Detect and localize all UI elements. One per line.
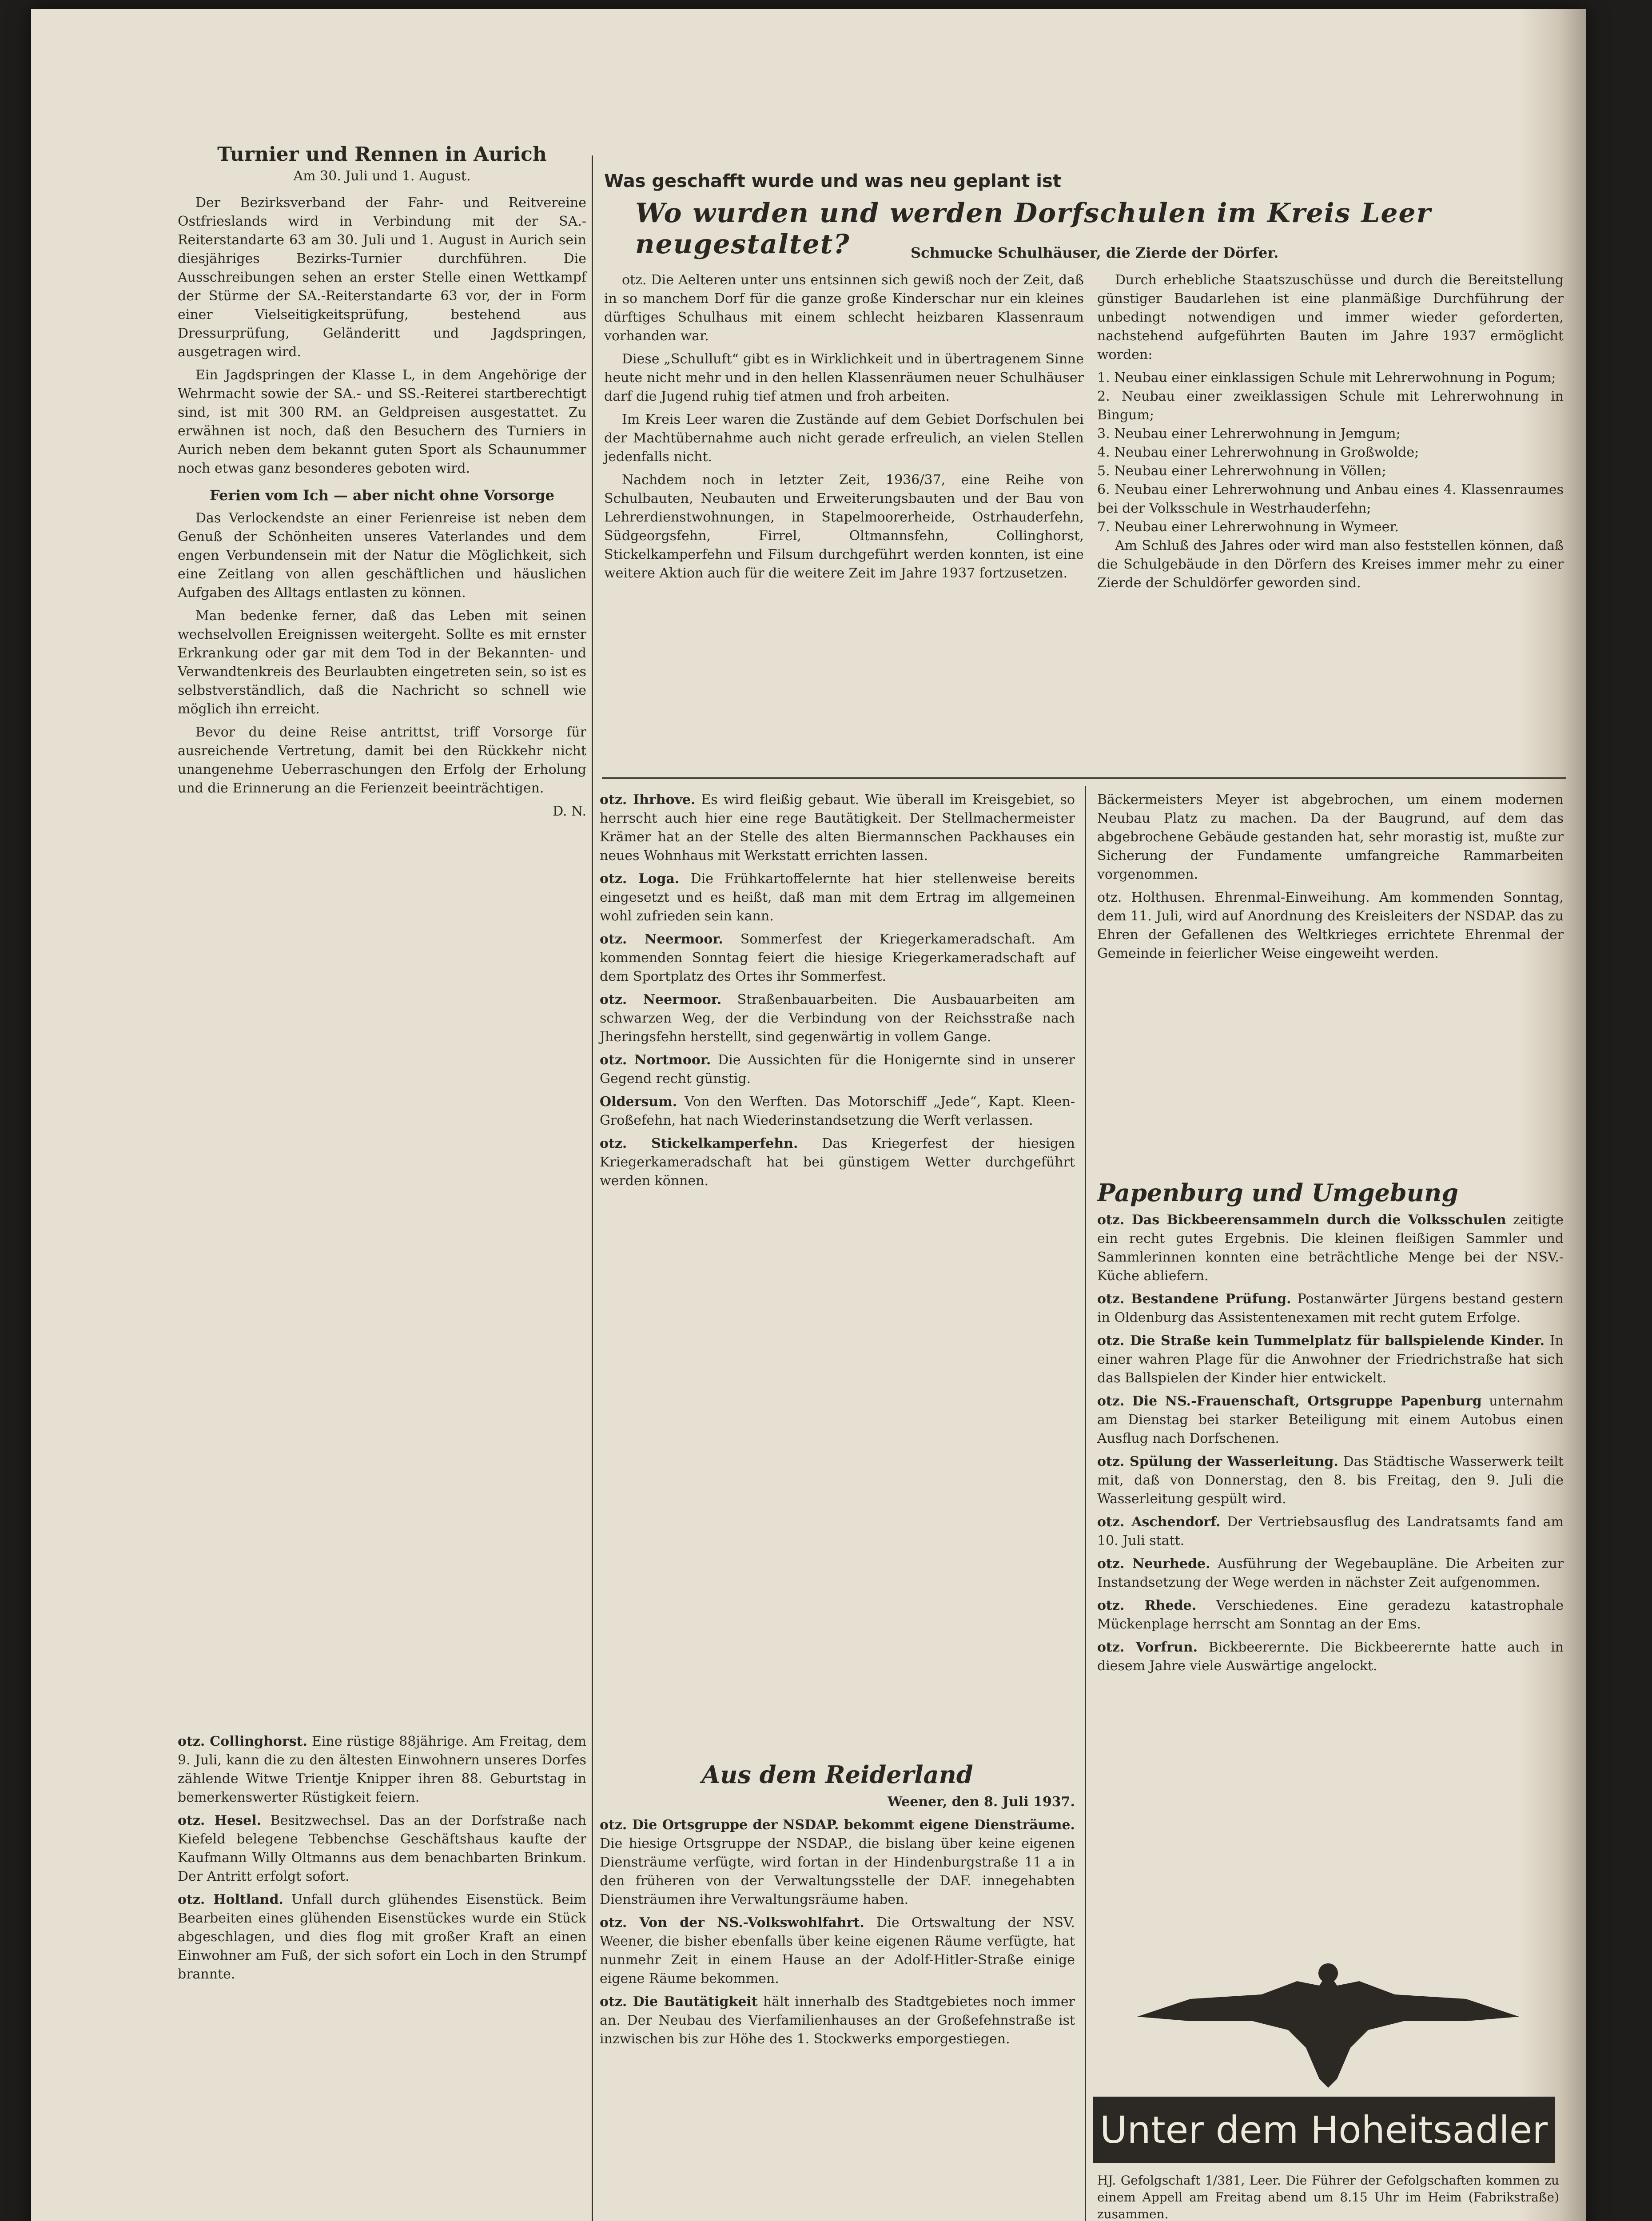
dateline: Weener, den 8. Juli 1937. bbox=[887, 1794, 1075, 1810]
news-place: otz. Vorfrun. bbox=[1097, 1640, 1198, 1655]
region-header: Papenburg und Umgebung bbox=[1097, 1178, 1459, 1207]
news-item bbox=[1097, 1596, 1564, 1634]
news-item bbox=[600, 1134, 1075, 1190]
article-title: Turnier und Rennen in Aurich bbox=[217, 143, 547, 166]
left-column bbox=[178, 142, 586, 821]
banner-footer: HJ. Gefolgschaft 1/381, Leer. Die Führer der Gefolgschaften kommen zu einem Appell am Freitag abend um 8.15 Uhr im Heim (Fabrikstraße) zusammen. bbox=[1097, 2173, 1559, 2221]
news-text: hält innerhalb des Stadtgebietes noch immer an. Der Neubau des Vierfamilienhauses an der Großefehnstraße ist inzwischen bis zur Höhe des 1. Stockwerks emporgestiegen. bbox=[600, 1994, 1075, 2047]
school-item: 3. Neubau einer Lehrerwohnung in Jemgum; bbox=[1097, 426, 1401, 442]
school-item: 4. Neubau einer Lehrerwohnung in Großwolde; bbox=[1097, 445, 1419, 460]
news-text: unternahm am Dienstag bei starker Beteiligung mit einem Autobus einen Ausflug nach Dorfschenen. bbox=[1097, 1393, 1564, 1446]
section-rule bbox=[602, 777, 1566, 779]
paragraph: otz. Die Aelteren unter uns entsinnen sich gewiß noch der Zeit, daß in so manchem Dorf für die ganze große Kinderschar nur ein kleines dürftiges Schulhaus mit einem schlecht heizbaren Klassenraum vorhanden war. bbox=[604, 272, 1084, 344]
news-place: otz. Aschendorf. bbox=[1097, 1514, 1221, 1530]
school-item: 2. Neubau einer zweiklassigen Schule mit Lehrerwohnung in Bingum; bbox=[1097, 389, 1564, 423]
news-place: otz. Neurhede. bbox=[1097, 1556, 1210, 1572]
paragraph: Nachdem noch in letzter Zeit, 1936/37, eine Reihe von Schulbauten, Neubauten und Erweiterungsbauten und der Bau von Lehrerdienstwohnungen, in Stapelmoorerheide, Ostrhauderfehn, Südgeorgsfehn, Firrel, Oltmannsfehn, Collinghorst, Stickelkamperfehn und Filsum durchgeführt werden konnten, ist eine weitere Aktion auch für die weitere Zeit im Jahre 1937 fortzusetzen. bbox=[604, 472, 1084, 581]
left-news bbox=[178, 1732, 586, 1988]
news-place: otz. Spülung der Wasserleitung. bbox=[1097, 1454, 1338, 1469]
news-text: Es wird fleißig gebaut. Wie überall im Kreisgebiet, so herrscht auch hier eine rege Bautätigkeit. Der Stellmachermeister Krämer hat an der Stelle des alten Biermannschen Packhauses ein neues Wohnhaus mit Werkstatt errichten lassen. bbox=[600, 792, 1075, 864]
news-text: Die hiesige Ortsgruppe der NSDAP., die bislang über keine eigenen Diensträume verfügte, wird fortan in der Hindenburgstraße 11 a in den früheren von der Verwaltungsstelle der DAF. innegehabten Diensträumen ihre Verwaltungsräume haben. bbox=[600, 1836, 1075, 1907]
paragraph: Bevor du deine Reise antrittst, triff Vorsorge für ausreichende Vertretung, damit bei den Rückkehr nicht unangenehme Ueberraschungen den Erfolg der Erholung und die Erinnerung an die Ferienzeit beeinträchtigen. bbox=[178, 724, 586, 796]
article-subtitle: Am 30. Juli und 1. August. bbox=[293, 168, 471, 184]
news-item bbox=[1097, 1392, 1564, 1448]
news-text: Besitzwechsel. Das an der Dorfstraße nach Kiefeld belegene Tebbenchse Geschäftshaus kaufte der Kaufmann Willy Oltmanns aus dem benachbarten Brinkum. Der Antritt erfolgt sofort. bbox=[178, 1813, 586, 1884]
news-text: In einer wahren Plage für die Anwohner der Friedrichstraße hat sich das Ballspielen der Kinder hier entwickelt. bbox=[1097, 1333, 1564, 1386]
paragraph: Das Verlockendste an einer Ferienreise ist neben dem Genuß der Schönheiten unseres Vaterlandes und dem engen Verbundensein mit der Natur die Möglichkeit, sich eine Zeitlang von allen geschäftlichen und häuslichen Aufgaben des Alltags entlasten zu können. bbox=[178, 510, 586, 601]
news-place: otz. Neermoor. bbox=[600, 931, 723, 947]
news-text: Die Aussichten für die Honigernte sind in unserer Gegend recht günstig. bbox=[600, 1052, 1075, 1087]
school-article bbox=[604, 271, 1084, 587]
paragraph: Durch erhebliche Staatszuschüsse und durch die Bereitstellung günstiger Baudarlehen ist eine planmäßige Durchführung der unbedingt notwendigen und immer wieder geforderten, nachstehend aufgeführten Bauten im Jahre 1937 ermöglicht worden: bbox=[1097, 272, 1564, 362]
region-header: Aus dem Reiderland bbox=[701, 1760, 973, 1789]
news-item bbox=[600, 791, 1075, 865]
paragraph: otz. Holthusen. Ehrenmal-Einweihung. Am kommenden Sonntag, dem 11. Juli, wird auf Anordnung des Kreisleiters der NSDAP. das zu Ehren der Gefallenen des Weltkrieges errichtete Ehrenmal der Gemeinde in feierlicher Weise eingeweiht werden. bbox=[1097, 890, 1564, 961]
news-place: otz. Loga. bbox=[600, 871, 680, 887]
newspaper-page bbox=[31, 9, 1586, 2221]
right-news bbox=[1097, 791, 1564, 967]
school-item: 5. Neubau einer Lehrerwohnung in Völlen; bbox=[1097, 463, 1386, 479]
news-place: otz. Von der NS.-Volkswohlfahrt. bbox=[600, 1915, 864, 1930]
news-text: Straßenbauarbeiten. Die Ausbauarbeiten am schwarzen Weg, der die Verbindung von der Reichsstraße nach Jheringsfehn herstellt, sind gegenwärtig in vollem Gange. bbox=[600, 992, 1075, 1045]
news-item bbox=[600, 1093, 1075, 1130]
news-text: Verschiedenes. Eine geradezu katastrophale Mückenplage herrscht am Sonntag an der Ems. bbox=[1097, 1598, 1564, 1632]
paragraph: Ein Jagdspringen der Klasse L, in dem Angehörige der Wehrmacht sowie der SA.- und SS.-Reiterei startberechtigt sind, ist mit 300 RM. an Geldpreisen ausgestattet. Zu erwähnen ist noch, daß den Besuchern des Turniers in Aurich neben dem bekannt guten Sport als Schaunummer noch etwas ganz besonderes geboten wird. bbox=[178, 367, 586, 476]
paragraph: Am Schluß des Jahres oder wird man also feststellen können, daß die Schulgebäude in den Dörfern des Kreises immer mehr zu einer Zierde der Schuldörfer geworden sind. bbox=[1097, 538, 1564, 591]
school-item: 1. Neubau einer einklassigen Schule mit Lehrerwohnung in Pogum; bbox=[1097, 370, 1556, 386]
news-place: otz. Die Bautätigkeit bbox=[600, 1994, 758, 2010]
banner-text: Unter dem Hoheitsadler bbox=[1100, 2108, 1548, 2152]
news-text: Postanwärter Jürgens bestand gestern in Oldenburg das Assistentenexamen mit recht gutem Erfolge. bbox=[1097, 1291, 1564, 1325]
news-place: otz. Das Bickbeerensammeln durch die Volksschulen bbox=[1097, 1212, 1506, 1228]
reiderland-section bbox=[600, 1755, 1075, 2053]
news-item bbox=[1097, 1290, 1564, 1327]
news-text: Sommerfest der Kriegerkameradschaft. Am kommenden Sonntag feiert die hiesige Kriegerkameradschaft auf dem Sportplatz des Ortes ihr Sommerfest. bbox=[600, 931, 1075, 984]
news-item bbox=[600, 870, 1075, 926]
news-text: Das Städtische Wasserwerk teilt mit, daß von Donnerstag, den 8. bis Freitag, den 9. Juli die Wasserleitung gespült wird. bbox=[1097, 1454, 1564, 1507]
news-item bbox=[1097, 1332, 1564, 1388]
news-place: otz. Bestandene Prüfung. bbox=[1097, 1291, 1291, 1307]
news-item bbox=[600, 991, 1075, 1047]
news-text: Unfall durch glühendes Eisenstück. Beim Bearbeiten eines glühenden Eisenstückes wurde ein Stück abgeschlagen, und dies flog mit großer Kraft an einen Einwohner am Fuß, der sich sofort ein Loch in den Strumpf brannte. bbox=[178, 1892, 586, 1982]
news-item bbox=[178, 1811, 586, 1886]
column-rule bbox=[1085, 786, 1086, 2221]
news-item bbox=[1097, 1555, 1564, 1592]
news-item bbox=[600, 1993, 1075, 2049]
school-list-article bbox=[1097, 271, 1564, 597]
paragraph: Im Kreis Leer waren die Zustände auf dem Gebiet Dorfschulen bei der Machtübernahme auch nicht gerade erfreulich, an vielen Stellen jedenfalls nicht. bbox=[604, 412, 1084, 465]
news-item bbox=[600, 930, 1075, 986]
news-place: otz. Rhede. bbox=[1097, 1598, 1197, 1613]
news-text: Eine rüstige 88jährige. Am Freitag, dem 9. Juli, kann die zu den ältesten Einwohnern unseres Dorfes zählende Witwe Trientje Knipper ihren 88. Geburtstag in bemerkenswerter Rüstigkeit feiern. bbox=[178, 1734, 586, 1805]
news-item bbox=[178, 1732, 586, 1807]
school-item: 7. Neubau einer Lehrerwohnung in Wymeer. bbox=[1097, 519, 1399, 535]
news-place: otz. Nortmoor. bbox=[600, 1052, 711, 1068]
paragraph: Bäckermeisters Meyer ist abgebrochen, um einem modernen Neubau Platz zu machen. Da der Baugrund, auf dem das abgebrochene Gebäude gestanden hat, sehr morastig ist, mußte zur Sicherung der Fundamente umfangreiche Rammarbeiten vorgenommen. bbox=[1097, 792, 1564, 882]
news-place: otz. Collinghorst. bbox=[178, 1734, 307, 1749]
news-item bbox=[1097, 1453, 1564, 1509]
paragraph: Diese „Schulluft“ gibt es in Wirklichkeit und in übertragenem Sinne heute nicht mehr und in den hellen Klassenräumen neuer Schulhäuser darf die Jugend ruhig tief atmen und froh arbeiten. bbox=[604, 351, 1084, 404]
news-item bbox=[1097, 1513, 1564, 1550]
news-text: zeitigte ein recht gutes Ergebnis. Die kleinen fleißigen Sammler und Sammlerinnen konnten eine beträchtliche Menge bei der NSV.-Küche abliefern. bbox=[1097, 1212, 1564, 1284]
papenburg-section bbox=[1097, 1173, 1564, 1680]
school-item: 6. Neubau einer Lehrerwohnung und Anbau eines 4. Klassenraumes bei der Volksschule in Westrhauderfehn; bbox=[1097, 482, 1564, 516]
news-item bbox=[1097, 1211, 1564, 1286]
news-place: otz. Hesel. bbox=[178, 1813, 262, 1828]
banner-subhead: Schmucke Schulhäuser, die Zierde der Dörfer. bbox=[911, 244, 1279, 261]
middle-news bbox=[600, 791, 1075, 1195]
news-item bbox=[600, 1914, 1075, 1988]
signature: D. N. bbox=[553, 804, 586, 819]
news-text: Das Kriegerfest der hiesigen Kriegerkameradschaft hat bei günstigem Wetter durchgeführt werden können. bbox=[600, 1136, 1075, 1189]
news-place: otz. Die Straße kein Tummelplatz für ballspielende Kinder. bbox=[1097, 1333, 1545, 1349]
news-place: otz. Ihrhove. bbox=[600, 792, 696, 808]
news-item bbox=[1097, 1638, 1564, 1676]
news-text: Bickbeerernte. Die Bickbeerernte hatte auch in diesem Jahre viele Auswärtige angelockt. bbox=[1097, 1640, 1564, 1674]
news-item bbox=[600, 1816, 1075, 1909]
news-place: otz. Neermoor. bbox=[600, 992, 722, 1007]
news-text: Von den Werften. Das Motorschiff „Jede“, Kapt. Kleen-Großefehn, hat nach Wiederinstandsetzung die Werft verlassen. bbox=[600, 1094, 1075, 1128]
eagle-emblem-icon bbox=[1128, 1954, 1528, 2088]
news-text: Die Frühkartoffelernte hat hier stellenweise bereits eingesetzt und es heißt, daß man mit dem Ertrag im allgemeinen wohl zufrieden sein kann. bbox=[600, 871, 1075, 924]
banner-kicker: Was geschafft wurde und was neu geplant ist bbox=[604, 171, 1061, 191]
news-text: Ausführung der Wegebaupläne. Die Arbeiten zur Instandsetzung der Wege werden in nächster Zeit aufgenommen. bbox=[1097, 1556, 1564, 1590]
news-place: otz. Holtland. bbox=[178, 1892, 283, 1907]
news-place: otz. Die Ortsgruppe der NSDAP. bekommt eigene Diensträume. bbox=[600, 1817, 1075, 1833]
news-item bbox=[178, 1891, 586, 1984]
news-text: Der Vertriebsausflug des Landratsamts fand am 10. Juli statt. bbox=[1097, 1514, 1564, 1548]
banner-headline: Wo wurden und werden Dorfschulen im Kreis Leer neugestaltet? bbox=[635, 198, 1432, 260]
section-title: Ferien vom Ich — aber nicht ohne Vorsorge bbox=[209, 487, 555, 504]
news-place: otz. Die NS.-Frauenschaft, Ortsgruppe Papenburg bbox=[1097, 1393, 1482, 1409]
news-item bbox=[600, 1051, 1075, 1088]
hoheitsadler-banner bbox=[1093, 2097, 1555, 2163]
column-rule bbox=[592, 155, 593, 2221]
paragraph: Man bedenke ferner, daß das Leben mit seinen wechselvollen Ereignissen weitergeht. Sollte es mit ernster Erkrankung oder gar mit dem Tod in der Bekannten- und Verwandtenkreis des Beurlaubten eingetreten sein, so ist es selbstverständlich, daß die Nachricht so schnell wie möglich ihn erreicht. bbox=[178, 608, 586, 717]
paragraph: Der Bezirksverband der Fahr- und Reitvereine Ostfrieslands wird in Verbindung mit der SA.-Reiterstandarte 63 am 30. Juli und 1. August in Aurich sein diesjähriges Bezirks-Turnier durchführen. Die Ausschreibungen sehen an erster Stelle einen Wettkampf der Stürme der SA.-Reiterstandarte 63 vor, der in Form einer Vielseitigkeitsprüfung, bestehend aus Dressurprüfung, Geländeritt und Jagdspringen, ausgetragen wird. bbox=[178, 195, 586, 360]
news-text: Die Ortswaltung der NSV. Weener, die bisher ebenfalls über keine eigenen Räume verfügte, hat nunmehr Zeit in einem Hause an der Adolf-Hitler-Straße einige eigene Räume bekommen. bbox=[600, 1915, 1075, 1986]
news-place: Oldersum. bbox=[600, 1094, 677, 1110]
news-place: otz. Stickelkamperfehn. bbox=[600, 1136, 798, 1151]
